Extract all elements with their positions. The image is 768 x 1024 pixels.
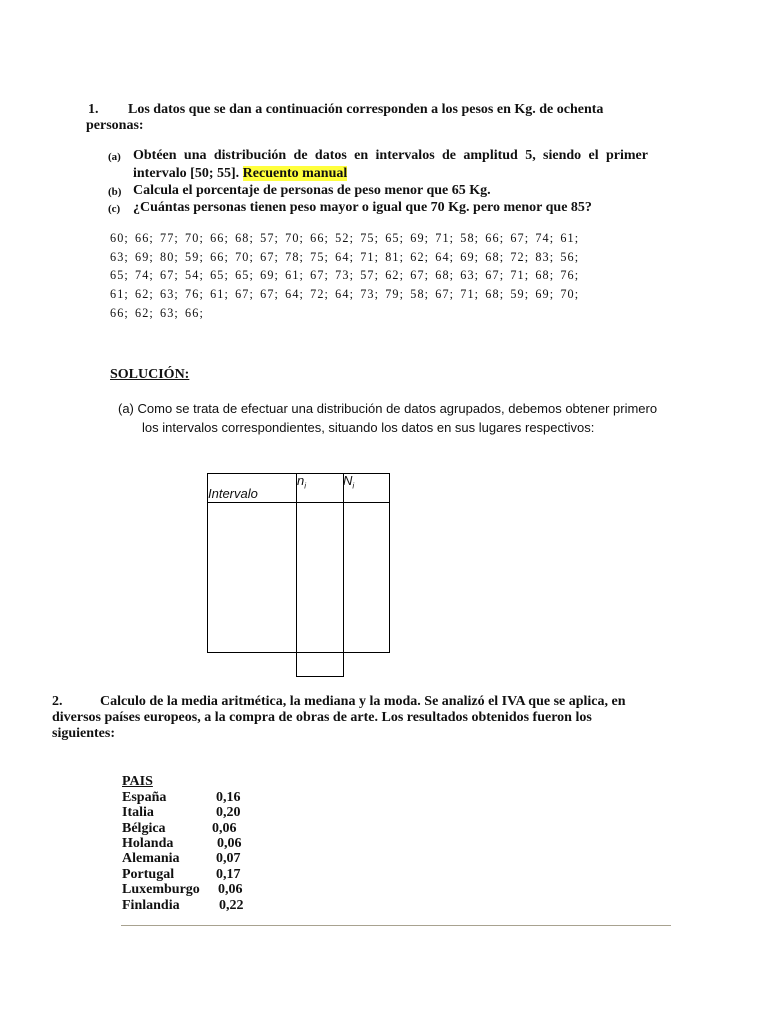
recuento-manual-highlight: Recuento manual (242, 166, 348, 181)
solution-heading: SOLUCIÓN: (110, 367, 190, 382)
table-border (207, 652, 390, 653)
problem2-line1: Calculo de la media aritmética, la mediana y la moda. Se analizó el IVA que se aplica, en (100, 694, 626, 709)
item-label: (b) (108, 186, 122, 198)
Ni-subscript: i (352, 481, 355, 491)
item-a-line2-text: intervalo [50; 55]. (133, 166, 240, 181)
country-name: Holanda (122, 836, 174, 851)
table-column-divider (343, 473, 344, 677)
country-value: 0,06 (218, 882, 243, 897)
item-b-text: Calcula el porcentaje de personas de peso menor que 65 Kg. (133, 183, 491, 198)
country-value: 0,22 (219, 898, 244, 913)
data-line-3: 65; 74; 67; 54; 65; 65; 69; 61; 67; 73; 57; 62; 67; 68; 63; 67; 71; 68; 76; (110, 268, 580, 282)
country-value: 0,06 (212, 821, 237, 836)
country-name: Italia (122, 805, 154, 820)
data-line-4: 61; 62; 63; 76; 61; 67; 67; 64; 72; 64; 73; 79; 58; 67; 71; 68; 59; 69; 70; (110, 287, 580, 301)
country-value: 0,06 (217, 836, 242, 851)
problem1-statement-line1: Los datos que se dan a continuación corresponden a los pesos en Kg. de ochenta (128, 102, 604, 117)
item-label: (a) (108, 151, 121, 163)
ni-subscript: i (304, 481, 307, 491)
item-label: (c) (108, 203, 121, 215)
table-border (389, 473, 390, 653)
table-header-divider (207, 502, 390, 503)
country-value: 0,07 (216, 851, 241, 866)
solution-para-line2: los intervalos correspondientes, situando los datos en sus lugares respectivos: (142, 420, 595, 435)
ni-letter: n (297, 473, 305, 488)
country-name: Alemania (122, 851, 180, 866)
item-a-line1: Obtéen una distribución de datos en intervalos de amplitud 5, siendo el primer (133, 148, 648, 163)
country-name: Portugal (122, 867, 175, 882)
problem2-number: 2. (52, 694, 63, 709)
data-line-5: 66; 62; 63; 66; (110, 306, 204, 320)
country-name: Bélgica (122, 821, 166, 836)
pais-heading: PAIS (122, 774, 153, 789)
country-value: 0,17 (216, 867, 241, 882)
country-name: España (122, 790, 167, 805)
problem2-line3: siguientes: (52, 726, 115, 741)
problem1-number: 1. (88, 102, 99, 117)
country-value: 0,20 (216, 805, 241, 820)
item-c-text: ¿Cuántas personas tienen peso mayor o igual que 70 Kg. pero menor que 85? (133, 200, 592, 215)
problem1-statement-line2: personas: (86, 118, 144, 133)
country-name: Luxemburgo (122, 882, 200, 897)
data-line-2: 63; 69; 80; 59; 66; 70; 67; 78; 75; 64; 71; 81; 62; 64; 69; 68; 72; 83; 56; (110, 250, 580, 264)
country-name: Finlandia (122, 898, 180, 913)
bottom-rule (121, 925, 671, 926)
table-column-divider (296, 473, 297, 677)
data-line-1: 60; 66; 77; 70; 66; 68; 57; 70; 66; 52; 75; 65; 69; 71; 58; 66; 67; 74; 61; (110, 231, 580, 245)
problem2-line2: diversos países europeos, a la compra de obras de arte. Los resultados obtenidos fueron los (52, 710, 592, 725)
solution-para-line1: (a) Como se trata de efectuar una distribución de datos agrupados, debemos obtener primero (118, 401, 658, 416)
country-value: 0,16 (216, 790, 241, 805)
table-header-intervalo: Intervalo (208, 486, 258, 501)
table-header-ni (297, 473, 306, 491)
Ni-letter: N (343, 473, 353, 488)
table-total-border (296, 676, 344, 677)
table-header-Ni (343, 473, 354, 491)
